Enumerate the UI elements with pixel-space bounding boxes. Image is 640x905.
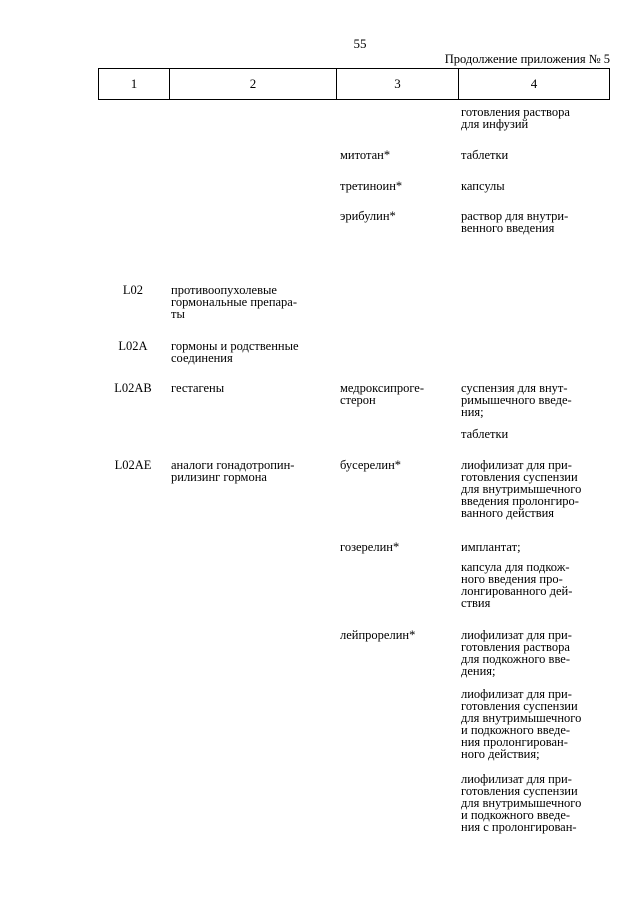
- dosage-form-cell: лиофилизат для при- готовления суспензии для внутримышечного и подкожного введе- ния с пролонгирован-: [461, 772, 582, 834]
- atc-group-cell: аналоги гонадотропин- рилизинг гормона: [171, 458, 295, 484]
- dosage-form-cell: лиофилизат для при- готовления суспензии для внутримышечного и подкожного введе- ния пролонгирован- ного действия;: [461, 687, 582, 761]
- column-header-3: 3: [336, 69, 458, 99]
- drug-name-cell: медроксипроге- стерон: [340, 381, 425, 407]
- dosage-form-cell: раствор для внутри- венного введения: [461, 209, 569, 235]
- drug-name-cell: гозерелин*: [340, 540, 400, 554]
- dosage-form-cell: капсулы: [461, 179, 505, 193]
- dosage-form-cell: имплантат;: [461, 540, 521, 554]
- dosage-form-cell: лиофилизат для при- готовления суспензии для внутримышечного введения пролонгиро- ванного действия: [461, 458, 582, 520]
- page-number: 55: [353, 36, 367, 51]
- drug-name-cell: митотан*: [340, 148, 391, 162]
- appendix-title: Продолжение приложения № 5: [444, 52, 610, 66]
- atc-code-cell: L02A: [118, 339, 148, 353]
- dosage-form-cell: таблетки: [461, 427, 509, 441]
- column-header-row: [98, 68, 610, 100]
- column-header-1: 1: [130, 76, 138, 91]
- dosage-form-cell: капсула для подкож- ного введения про- лонгированного дей- ствия: [461, 560, 573, 610]
- column-header-2: 2: [169, 69, 336, 99]
- atc-group-cell: гормоны и родственные соединения: [171, 339, 299, 365]
- dosage-form-cell: готовления раствора для инфузий: [461, 105, 570, 131]
- drug-name-cell: бусерелин*: [340, 458, 402, 472]
- column-header-4: 4: [458, 69, 609, 99]
- dosage-form-cell: суспензия для внут- римышечного введе- ния;: [461, 381, 572, 419]
- atc-group-cell: противоопухолевые гормональные препара- ты: [171, 283, 298, 321]
- atc-code-cell: L02AE: [114, 458, 152, 472]
- drug-name-cell: третиноин*: [340, 179, 403, 193]
- atc-code-cell: L02: [122, 283, 144, 297]
- atc-group-cell: гестагены: [171, 381, 225, 395]
- atc-code-cell: L02AB: [114, 381, 152, 395]
- drug-name-cell: лейпрорелин*: [340, 628, 416, 642]
- dosage-form-cell: таблетки: [461, 148, 509, 162]
- dosage-form-cell: лиофилизат для при- готовления раствора для подкожного вве- дения;: [461, 628, 572, 678]
- drug-name-cell: эрибулин*: [340, 209, 396, 223]
